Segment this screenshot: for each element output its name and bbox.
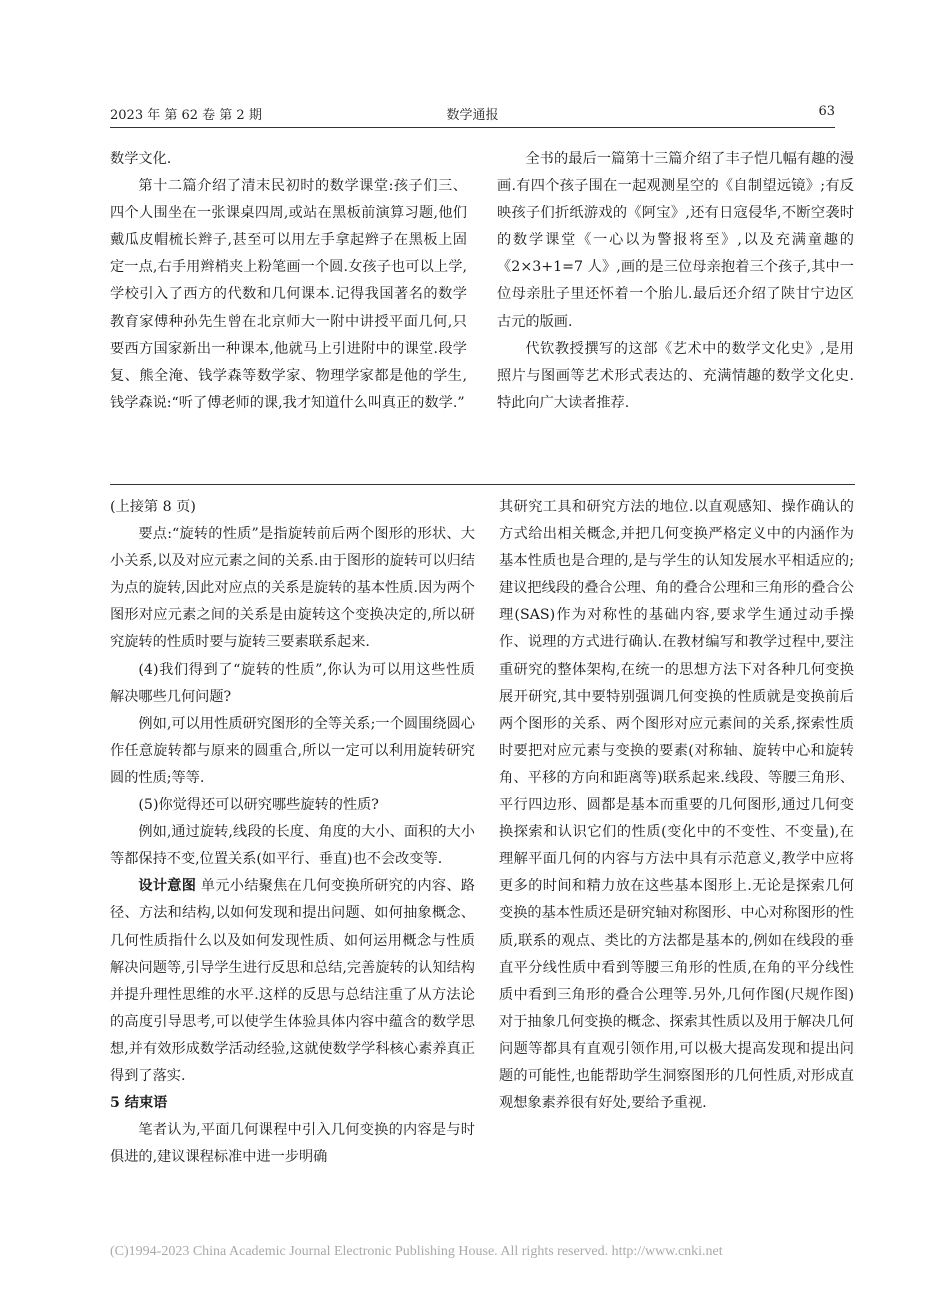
design-intent-paragraph	[110, 873, 475, 1090]
journal-title: 数学通报	[446, 108, 499, 123]
paragraph: 笔者认为,平面几何课程中引入几何变换的内容是与时俱进的,建议课程标准中进一步明确	[110, 1122, 475, 1166]
copyright-footer: (C)1994-2023 China Academic Journal Electronic Publishing House. All rights reserved. http://www.cnki.net	[110, 1244, 723, 1259]
continued-note: (上接第 8 页)	[110, 499, 196, 515]
running-header	[110, 104, 835, 124]
issue-info: 2023 年 第 62 卷 第 2 期	[110, 108, 262, 123]
header-rule	[110, 127, 835, 128]
paragraph: 例如,通过旋转,线段的长度、角度的大小、面积的大小等都保持不变,位置关系(如平行、垂直)也不会改变等.	[110, 824, 475, 868]
paragraph: 要点:“旋转的性质”是指旋转前后两个图形的形状、大小关系,以及对应元素之间的关系.由于图形的旋转可以归结为点的旋转,因此对应点的关系是旋转的基本性质.因为两个图形对应元素之间的关系是由旋转这个变换决定的,所以研究旋转的性质时要与旋转三要素联系起来.	[110, 526, 475, 651]
section-heading: 5 结束语	[110, 1095, 168, 1112]
paragraph: (5)你觉得还可以研究哪些旋转的性质?	[138, 797, 379, 814]
paragraph: (4)我们得到了“旋转的性质”,你认为可以用这些性质解决哪些几何问题?	[110, 661, 475, 705]
bottom-left-column	[110, 494, 475, 1171]
section-divider	[110, 484, 855, 485]
design-intent-text: 单元小结聚焦在几何变换所研究的内容、路径、方法和结构,以如何发现和提出问题、如何抽象概念、几何性质指什么以及如何发现性质、如何运用概念与性质解决问题等,引导学生进行反思和总结,完善旋转的认知结构并提升理性思维的水平.这样的反思与总结注重了从方法论的高度引导思考,可以使学生体验具体内容中蕴含的数学思想,并有效形成数学活动经验,这就使数学学科核心素养真正得到了落实.	[110, 878, 475, 1084]
bottom-right-column	[499, 494, 854, 1117]
paragraph: 数学文化.	[110, 151, 172, 167]
paragraph: 其研究工具和研究方法的地位.以直观感知、操作确认的方式给出相关概念,并把几何变换严格定义中的内涵作为基本性质也是合理的,是与学生的认知发展水平相适应的;建议把线段的叠合公理、角的叠合公理和三角形的叠合公理(SAS)作为对称性的基础内容,要求学生通过动手操作、说理的方式进行确认.在教材编写和教学过程中,要注重研究的整体架构,在统一的思想方法下对各种几何变换展开研究,其中要特别强调几何变换的性质就是变换前后两个图形的关系、两个图形对应元素间的关系,探索性质时要把对应元素与变换的要素(对称轴、旋转中心和旋转角、平移的方向和距离等)联系起来.线段、等腰三角形、平行四边形、圆都是基本而重要的几何图形,通过几何变换探索和认识它们的性质(变化中的不变性、不变量),在理解平面几何的内容与方法中具有示范意义,教学中应将更多的时间和精力放在这些基本图形上.无论是探索几何变换的基本性质还是研究轴对称图形、中心对称图形的性质,联系的观点、类比的方法都是基本的,例如在线段的垂直平分线性质中看到等腰三角形的性质,在角的平分线性质中看到三角形的叠合公理等.另外,几何作图(尺规作图)对于抽象几何变换的概念、探索其性质以及用于解决几何问题等都具有直观引领作用,可以极大提高发现和提出问题的可能性,也能帮助学生洞察图形的几何性质,对形成直观想象素养很有好处,要给予重视.	[499, 499, 854, 1112]
top-right-column	[497, 146, 854, 417]
paragraph: 代钦教授撰写的这部《艺术中的数学文化史》,是用照片与图画等艺术形式表达的、充满情趣的数学文化史.特此向广大读者推荐.	[497, 340, 854, 411]
paragraph: 例如,可以用性质研究图形的全等关系;一个圆围绕圆心作任意旋转都与原来的圆重合,所以一定可以利用旋转研究圆的性质;等等.	[110, 715, 475, 786]
paragraph: 全书的最后一篇第十三篇介绍了丰子恺几幅有趣的漫画.有四个孩子围在一起观测星空的《自制望远镜》;有反映孩子们折纸游戏的《阿宝》,还有日寇侵华,不断空袭时的数学课堂《一心以为警报将至》,以及充满童趣的《2×3+1=7 人》,画的是三位母亲抱着三个孩子,其中一位母亲肚子里还怀着一个胎儿.最后还介绍了陕甘宁边区古元的版画.	[497, 151, 854, 330]
paragraph: 第十二篇介绍了清末民初时的数学课堂:孩子们三、四个人围坐在一张课桌四周,或站在黑板前演算习题,他们戴瓜皮帽梳长辫子,甚至可以用左手拿起辫子在黑板上固定一点,右手用辫梢夹上粉笔画一个圆.女孩子也可以上学,学校引入了西方的代数和几何课本.记得我国著名的数学教育家傅种孙先生曾在北京师大一附中讲授平面几何,只要西方国家新出一种课本,他就马上引进附中的课堂.段学复、熊全淹、钱学森等数学家、物理学家都是他的学生,钱学森说:“听了傅老师的课,我才知道什么叫真正的数学.”	[110, 178, 467, 411]
page-number: 63	[818, 104, 835, 119]
top-left-column	[110, 146, 467, 417]
design-intent-label: 设计意图	[138, 878, 197, 895]
